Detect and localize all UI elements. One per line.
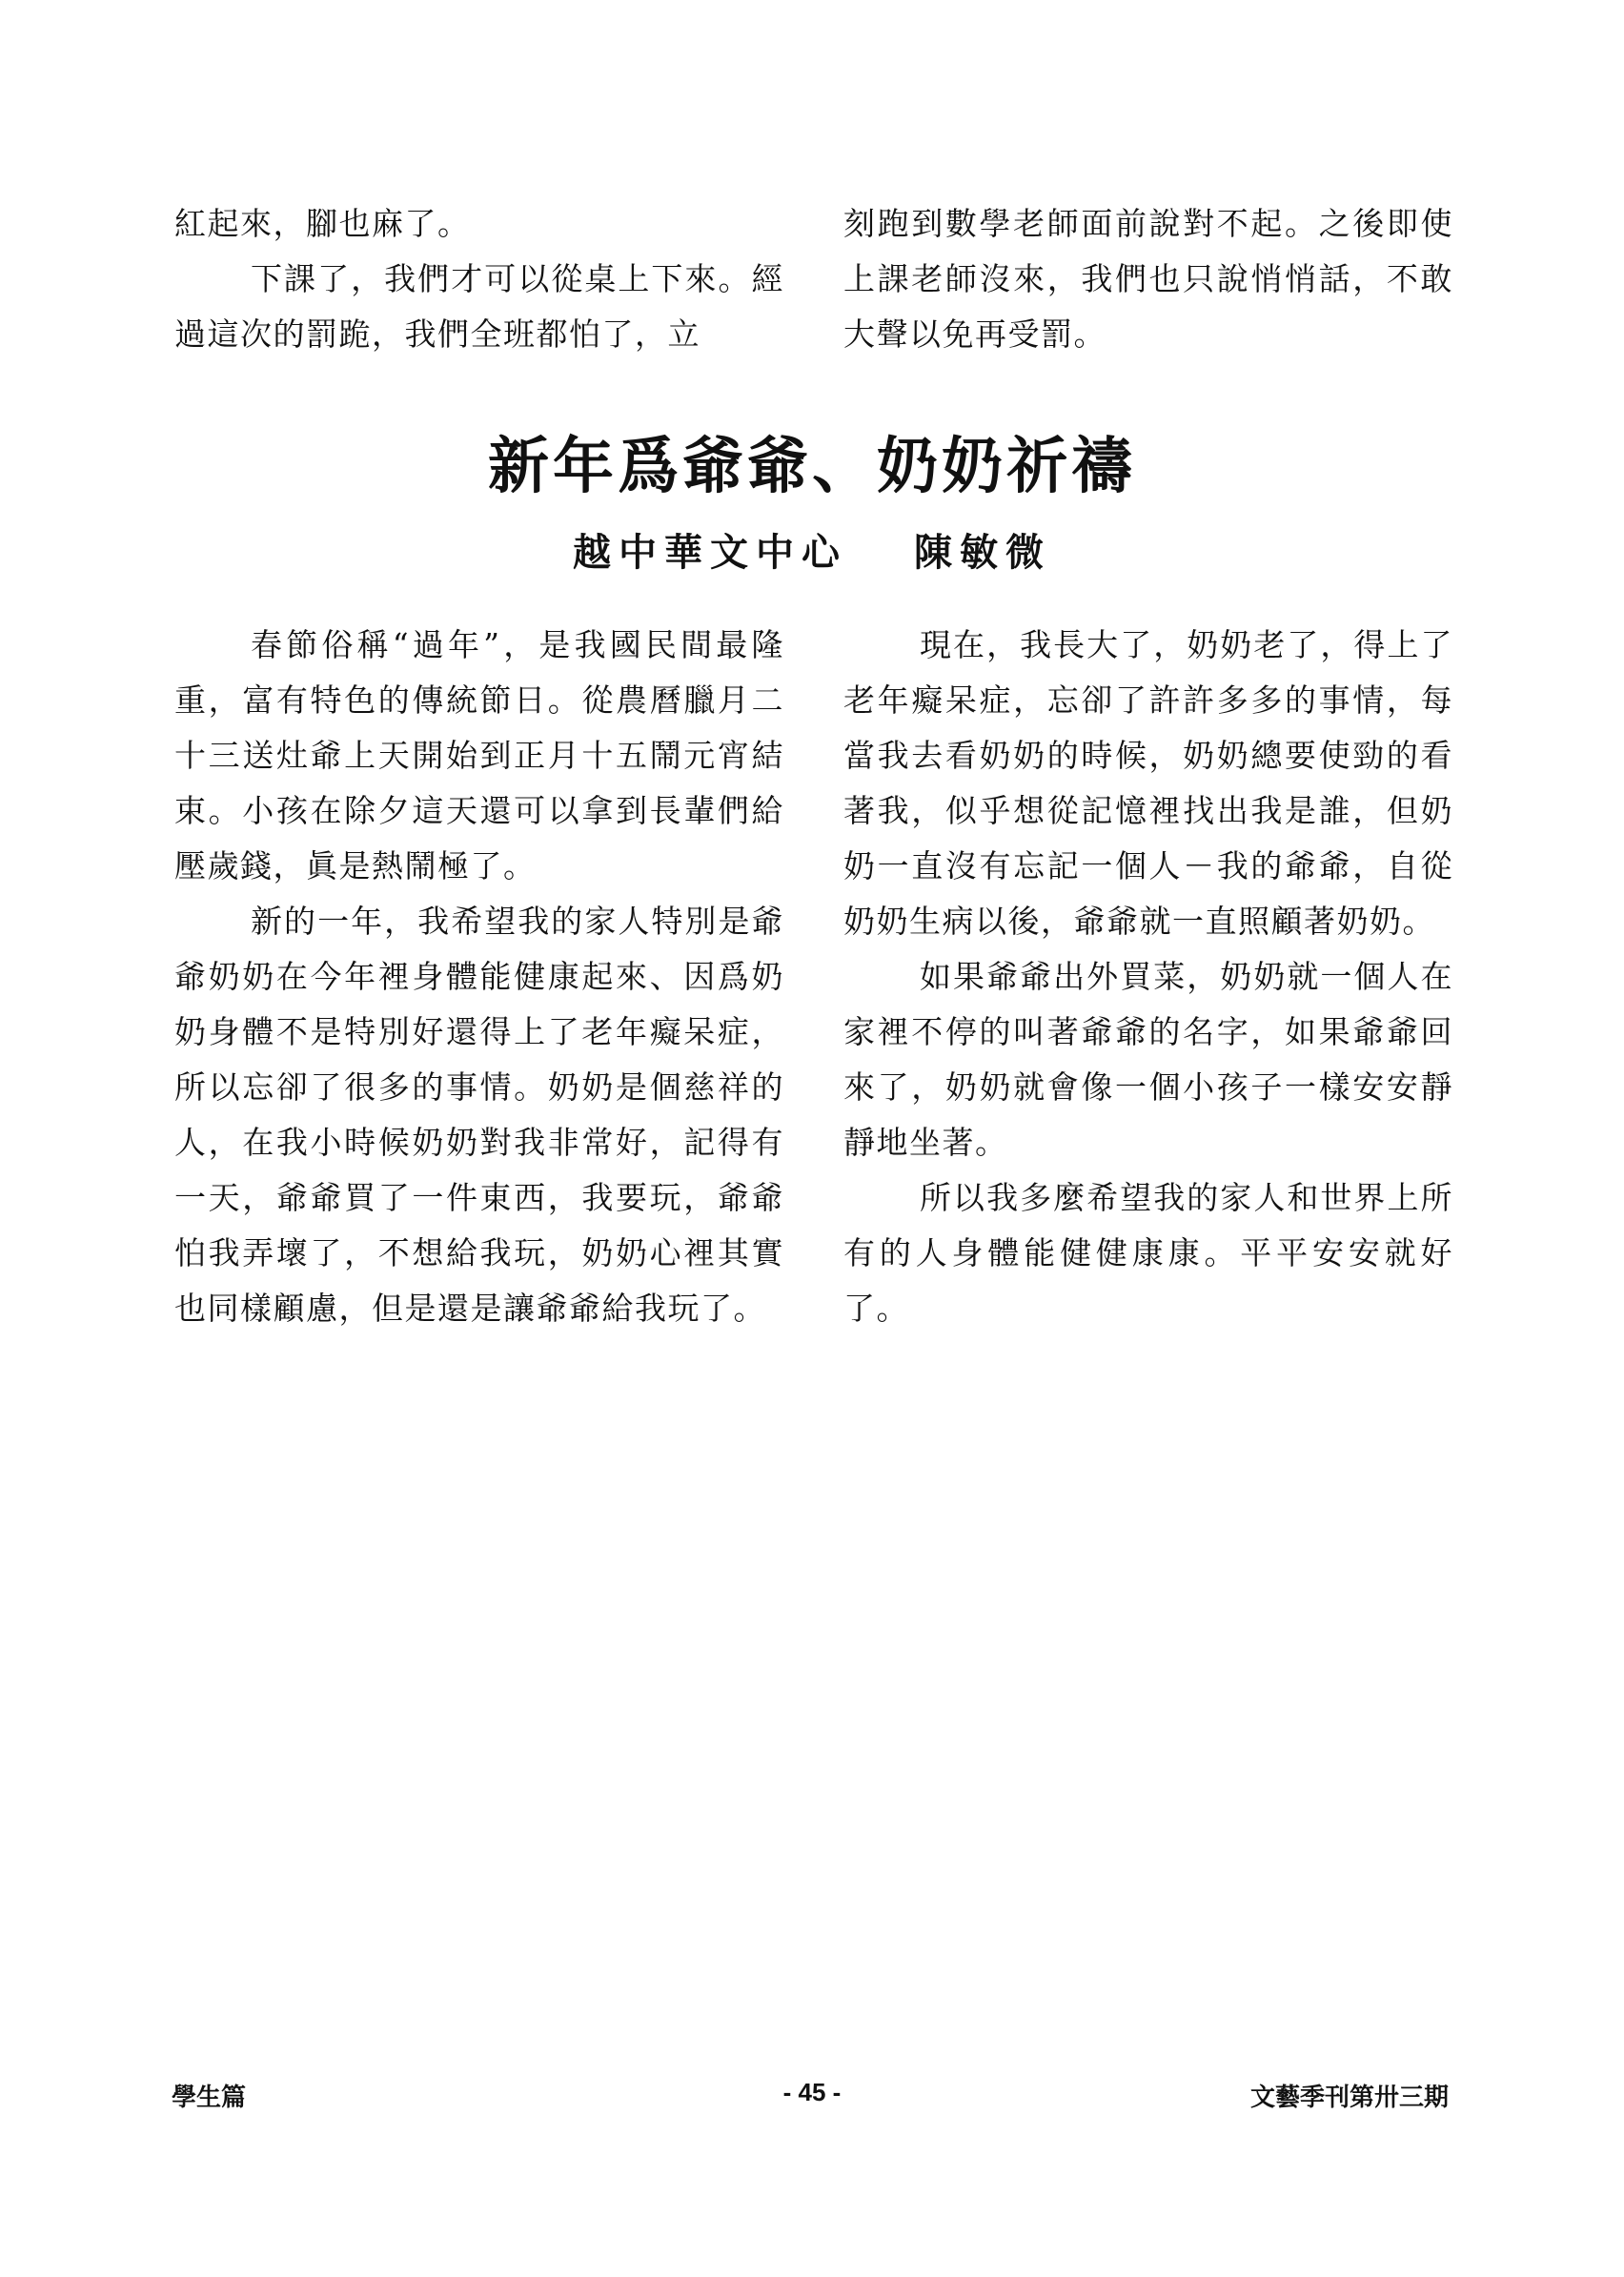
byline-school: 越中華文中心 xyxy=(573,530,847,575)
article-paragraph: 新的一年，我希望我的家人特別是爺爺奶奶在今年裡身體能健康起來、因爲奶奶身體不是特別好還得上了老年癡呆症，所以忘卻了很多的事情。奶奶是個慈祥的人，在我小時候奶奶對我非常好，記得有一天，爺爺買了一件東西，我要玩，爺爺怕我弄壞了，不想給我玩，奶奶心裡其實也同樣顧慮，但是還是讓爺爺給我玩了。 xyxy=(174,903,784,1327)
article-right-column xyxy=(843,618,1453,1336)
continuation-left-column xyxy=(174,196,784,362)
continuation-paragraph: 紅起來，腳也麻了。 xyxy=(174,205,471,242)
footer-section: 學生篇 xyxy=(172,2083,247,2111)
continuation-right-column xyxy=(843,196,1453,362)
article-title: 新年爲爺爺、奶奶祈禱 xyxy=(488,431,1136,502)
article-paragraph: 春節俗稱“過年”，是我國民間最隆重，富有特色的傳統節日。從農曆臘月二十三送灶爺上天開始到正月十五鬧元宵結束。小孩在除夕這天還可以拿到長輩們給壓歲錢，眞是熱鬧極了。 xyxy=(174,626,784,884)
continuation-paragraph: 下課了，我們才可以從桌上下來。經過這次的罰跪，我們全班都怕了，立 xyxy=(174,260,784,353)
byline-author: 陳敏微 xyxy=(914,530,1051,575)
continuation-paragraph: 刻跑到數學老師面前說對不起。之後即使上課老師沒來，我們也只說悄悄話，不敢大聲以免再受罰。 xyxy=(843,205,1453,353)
article-paragraph: 現在，我長大了，奶奶老了，得上了老年癡呆症，忘卻了許許多多的事情，每當我去看奶奶的時候，奶奶總要使勁的看著我，似乎想從記憶裡找出我是誰，但奶奶一直沒有忘記一個人－我的爺爺，自從奶奶生病以後，爺爺就一直照顧著奶奶。 xyxy=(843,626,1453,940)
byline xyxy=(0,522,1624,577)
article-left-column xyxy=(174,618,784,1336)
article-paragraph: 所以我多麼希望我的家人和世界上所有的人身體能健健康康。平平安安就好了。 xyxy=(843,1179,1453,1327)
footer-page-number: - 45 - xyxy=(782,2078,842,2106)
footer-publication: 文藝季刊第卅三期 xyxy=(1249,2083,1449,2111)
article-paragraph: 如果爺爺出外買菜，奶奶就一個人在家裡不停的叫著爺爺的名字，如果爺爺回來了，奶奶就會像一個小孩子一樣安安靜靜地坐著。 xyxy=(843,958,1453,1161)
